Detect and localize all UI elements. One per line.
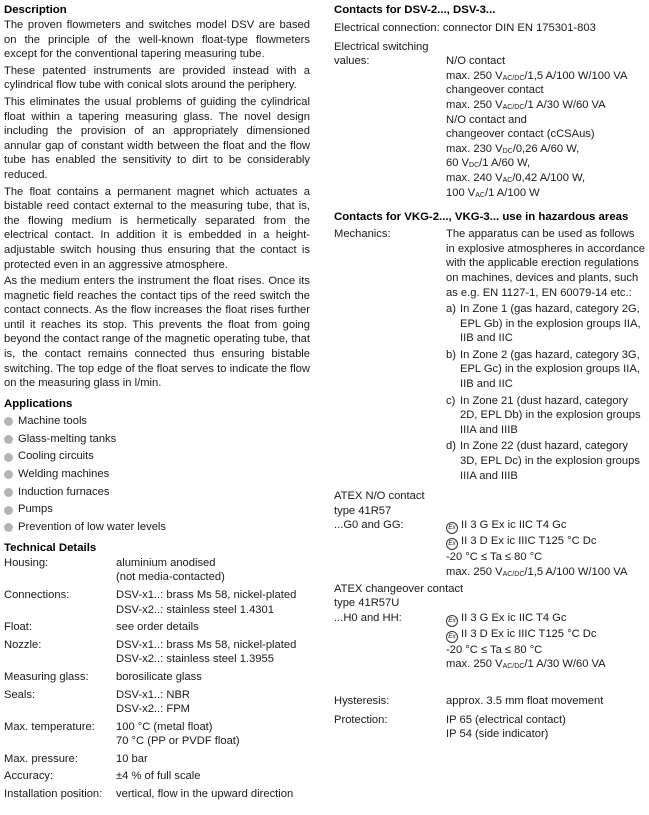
electrical-connection: Electrical connection: connector DIN EN 175301-803 <box>334 22 596 34</box>
list-item: Machine tools <box>4 413 310 431</box>
switching-values: Electrical switching values: N/O contact max. 250 VAC/DC/1,5 A/100 W/100 VA changeover contact max. 250 VAC/DC/1 A/30 W/60 VA N/O contact and changeover contact (cCSAus) max. 230 VDC/0,26 A/60 W, 60 VDC/1 A/60 W, max. 240 VAC/0,42 A/100 W, 100 VAC/1 A/100 W <box>334 40 646 201</box>
dsv-contacts-heading: Contacts for DSV-2..., DSV-3... <box>334 4 496 16</box>
ex-icon: Ex <box>446 538 458 550</box>
table-row: Installation position: vertical, flow in the upward direction <box>4 788 294 801</box>
technical-details-heading: Technical Details <box>4 541 97 554</box>
protection: Protection: IP 65 (electrical contact) IP 54 (side indicator) <box>334 713 566 741</box>
table-row: Nozzle: DSV-x1..: brass Ms 58, nickel-plated DSV-x2..: stainless steel 1.3955 <box>4 638 297 666</box>
ex-icon: Ex <box>446 522 458 534</box>
zone-item: d) In Zone 22 (dust hazard, category 3D, EPL Dc) in the explosion groups IIIA and IIIB <box>446 440 640 482</box>
bullet-icon <box>4 488 13 497</box>
table-row: Connections: DSV-x1..: brass Ms 58, nickel-plated DSV-x2..: stainless steel 1.4301 <box>4 588 297 616</box>
changeover-rating: max. 250 VAC/DC/1 A/30 W/60 VA <box>446 98 606 111</box>
list-item: Cooling circuits <box>4 448 310 466</box>
zone-item: c) In Zone 21 (dust hazard, category 2D, EPL Db) in the explosion groups IIIA and IIIB <box>446 394 641 436</box>
vkg-contacts-heading: Contacts for VKG-2..., VKG-3... use in hazardous areas <box>334 211 629 224</box>
table-row: Measuring glass: borosilicate glass <box>4 670 202 683</box>
description-paragraph: As the medium enters the instrument the float rises. Once its magnetic field reaches the contact tips of the reed switch the contact connects. As the flow increases the float rises further until it reaches its stop. This prevents the float from going beyond the contact range of the magnetic operating tube, that is, the contact remains connected thus ensuring bistable switching. The top edge of the float serves to indicate the flow on the measuring glass in l/min. <box>4 275 310 390</box>
bullet-icon <box>4 417 13 426</box>
list-item: Prevention of low water levels <box>4 519 310 537</box>
description-paragraph: This eliminates the usual problems of guiding the cylindrical float within a tapering measuring glass. The novel design including the provision of an appropriately dimensioned annular gap of constant width between the float and the flow tube has enabled the sensitivity to dirt to be considerably reduced. <box>4 95 310 181</box>
table-row: Accuracy: ±4 % of full scale <box>4 770 201 783</box>
list-item: Glass-melting tanks <box>4 431 310 449</box>
description-paragraph: These patented instruments are provided instead with a cylindrical flow tube with conical slots around the periphery. <box>4 64 310 92</box>
description-paragraph: The float contains a permanent magnet which actuates a bistable reed contact external to the measuring tube, that is, the flowing medium is hermetically separated from the electrical contact. In addition it is embedded in a height-adjustable switch housing thus ensuring that the contact is protected even in an aggressive atmosphere. <box>4 185 310 271</box>
bullet-icon <box>4 435 13 444</box>
bullet-icon <box>4 470 13 479</box>
technical-details-table <box>4 556 310 802</box>
applications-list <box>4 413 310 537</box>
applications-heading: Applications <box>4 397 73 410</box>
mechanics: Mechanics: The apparatus can be used as follows in explosive atmospheres in accordance with the applicable erection regulations on machines, devices and plants, such as e.g. EN 1127-1, EN 60079-14 etc.: a) In Zone 1 (gas hazard, category 2G, EPL Gb) in the explosion groups IIA, IIB and IIC b) In Zone 2 (gas hazard, category 3G, EPL Gc) in the explosion groups IIA, IIB and IIC c) In Zone 21 (dust hazard, category 2D, EPL Db) in the explosion groups IIIA and IIIB d) In Zone 22 (dust hazard, category 3D, EPL Dc) in the explosion groups IIIA and IIIB <box>334 228 645 482</box>
atex-changeover-contact: ATEX changeover contact type 41R57U ...H0 and HH: Ex II 3 G Ex ic IIC T4 Gc Ex II 3 D Ex ic IIIC T125 °C Dc -20 °C ≤ Ta ≤ 80 °C max. 250 VAC/DC/1 A/30 W/60 VA <box>334 582 606 671</box>
zone-item: b) In Zone 2 (gas hazard, category 3G, EPL Gc) in the explosion groups IIA, IIB and IIC <box>446 348 640 391</box>
list-item: Induction furnaces <box>4 484 310 502</box>
ex-icon: Ex <box>446 615 458 627</box>
bullet-icon <box>4 506 13 515</box>
list-item: Pumps <box>4 501 310 519</box>
description-heading: Description <box>4 4 67 16</box>
table-row: Seals: DSV-x1..: NBR DSV-x2..: FPM <box>4 688 190 716</box>
list-item: Welding machines <box>4 466 310 484</box>
ex-icon: Ex <box>446 631 458 643</box>
atex-no-contact: ATEX N/O contact type 41R57 ...G0 and GG: Ex II 3 G Ex ic IIC T4 Gc Ex II 3 D Ex ic IIIC T125 °C Dc -20 °C ≤ Ta ≤ 80 °C max. 250 VAC/DC/1,5 A/100 W/100 VA <box>334 490 628 578</box>
right-column <box>334 3 646 742</box>
table-row: Max. pressure: 10 bar <box>4 752 148 765</box>
hysteresis: Hysteresis: approx. 3.5 mm float movement <box>334 694 604 707</box>
table-row: Float: see order details <box>4 621 199 634</box>
zone-item: a) In Zone 1 (gas hazard, category 2G, EPL Gb) in the explosion groups IIA, IIB and IIC <box>446 303 641 345</box>
bullet-icon <box>4 523 13 532</box>
left-column <box>4 3 310 802</box>
table-row: Max. temperature: 100 °C (metal float) 70 °C (PP or PVDF float) <box>4 720 240 748</box>
description-paragraph: The proven flowmeters and switches model DSV are based on the principle of the well-known float-type flowmeters except for the conventional tapering measuring tube. <box>4 19 310 61</box>
bullet-icon <box>4 453 13 462</box>
table-row: Housing: aluminium anodised (not media-contacted) <box>4 556 225 584</box>
no-contact-rating: max. 250 VAC/DC/1,5 A/100 W/100 VA <box>446 69 628 82</box>
